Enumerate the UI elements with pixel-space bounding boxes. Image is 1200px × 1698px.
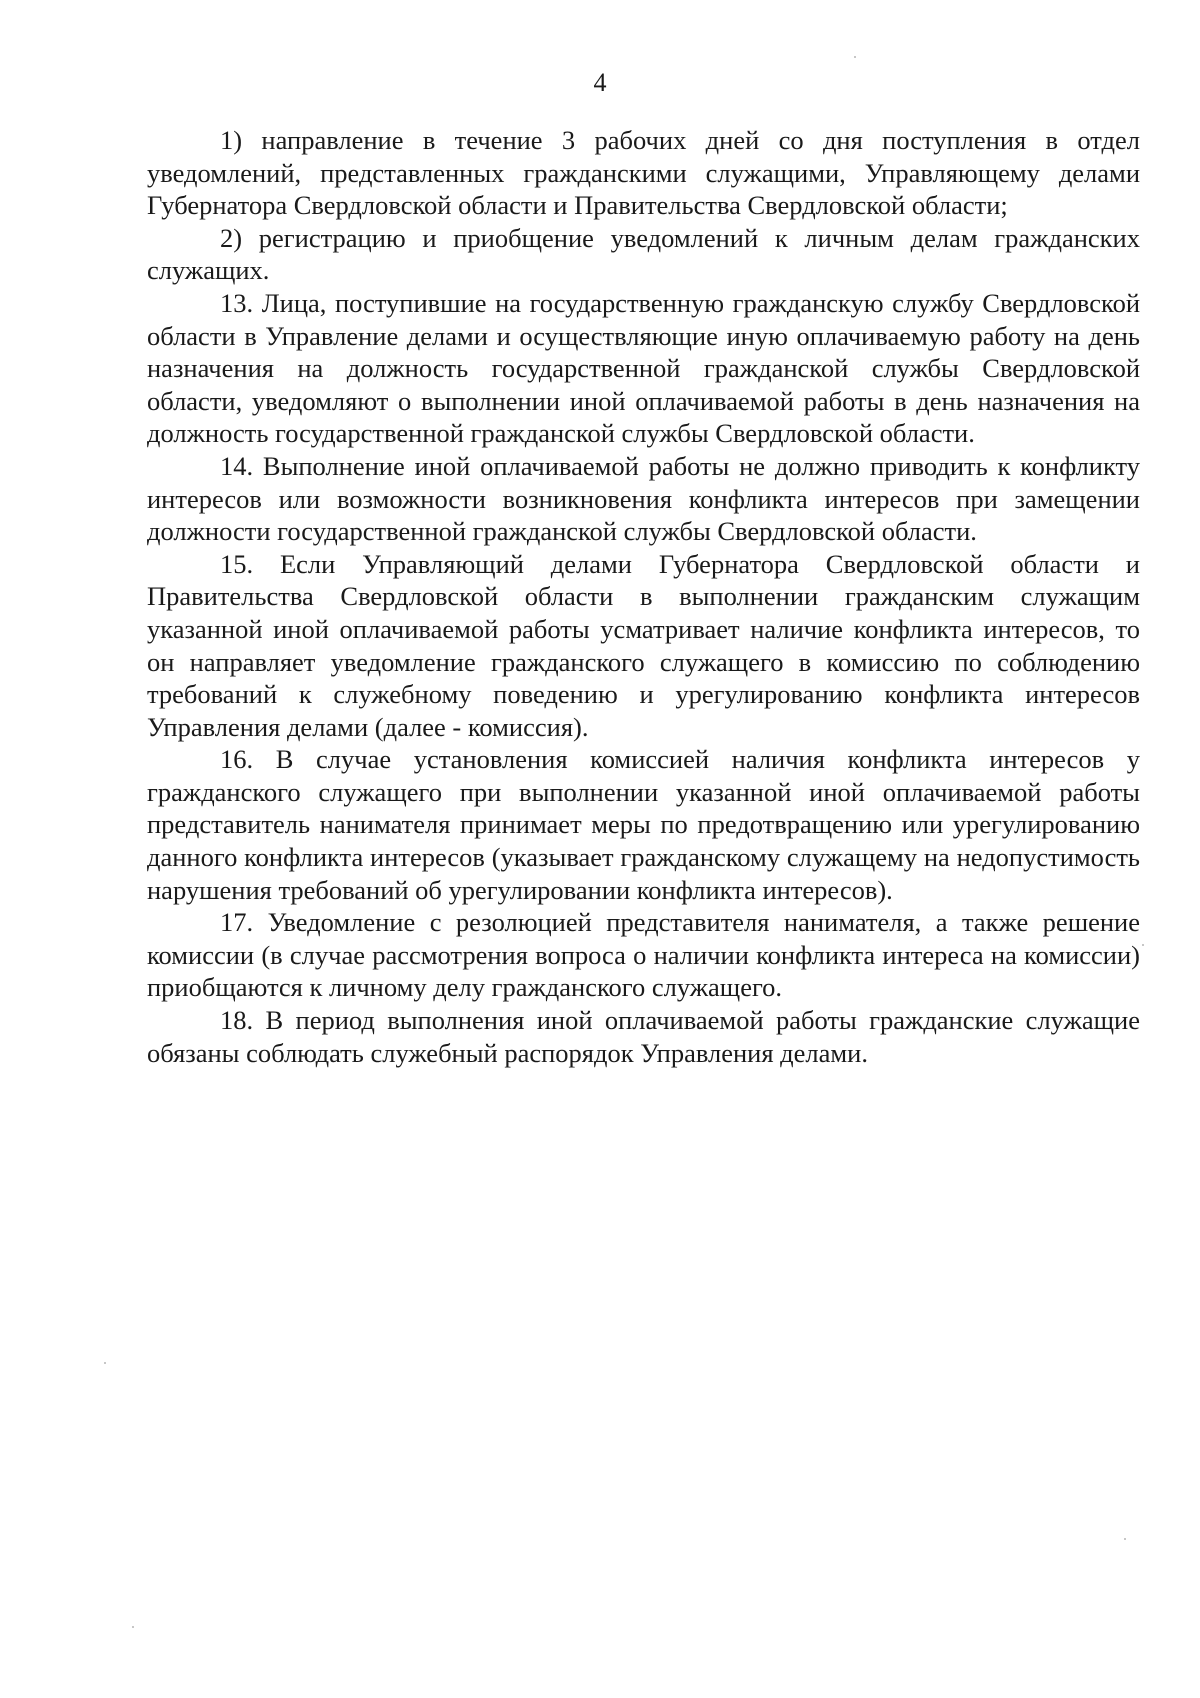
paragraph-13: 13. Лица, поступившие на государственную гражданскую службу Свердловской области в Управление делами и осуществляющие иную оплачиваемую работу на день назначения на должность государственной гражданской службы Свердловской области, уведомляют о выполнении иной оплачиваемой работы в день назначения на должность государственной гражданской службы Свердловской области. bbox=[147, 287, 1140, 449]
paragraph-15: 15. Если Управляющий делами Губернатора Свердловской области и Правительства Свердловской области в выполнении гражданским служащим указанной иной оплачиваемой работы усматривает наличие конфликта интересов, то он направляет уведомление гражданского служащего в комиссию по соблюдению требований к служебному поведению и урегулированию конфликта интересов Управления делами (далее - комиссия). bbox=[147, 548, 1140, 742]
paragraph-18: 18. В период выполнения иной оплачиваемой работы гражданские служащие обязаны соблюдать служебный распорядок Управления делами. bbox=[147, 1005, 1140, 1068]
document-body bbox=[147, 124, 1140, 1069]
scan-speck bbox=[104, 1362, 106, 1364]
paragraph-item-1: 1) направление в течение 3 рабочих дней со дня поступления в отдел уведомлений, представленных гражданскими служащими, Управляющему делами Губернатора Свердловской области и Правительства Свердловской области; bbox=[147, 125, 1140, 221]
page-number: 4 bbox=[593, 68, 607, 97]
scan-speck bbox=[1142, 944, 1144, 946]
scan-speck bbox=[854, 56, 856, 58]
paragraph-14: 14. Выполнение иной оплачиваемой работы не должно приводить к конфликту интересов или возможности возникновения конфликта интересов при замещении должности государственной гражданской службы Свердловской области. bbox=[147, 450, 1140, 547]
paragraph-item-2: 2) регистрацию и приобщение уведомлений к личным делам гражданских служащих. bbox=[147, 222, 1140, 286]
scan-speck bbox=[132, 1626, 134, 1628]
paragraph-16: 16. В случае установления комиссией наличия конфликта интересов у гражданского служащего при выполнении указанной иной оплачиваемой работы представитель нанимателя принимает меры по предотвращению или урегулированию данного конфликта интересов (указывает гражданскому служащему на недопустимость нарушения требований об урегулировании конфликта интересов). bbox=[147, 744, 1140, 905]
paragraph-17: 17. Уведомление с резолюцией представителя нанимателя, а также решение комиссии (в случае рассмотрения вопроса о наличии конфликта интереса на комиссии) приобщаются к личному делу гражданского служащего. bbox=[147, 907, 1140, 1003]
scan-speck bbox=[1124, 1538, 1126, 1540]
